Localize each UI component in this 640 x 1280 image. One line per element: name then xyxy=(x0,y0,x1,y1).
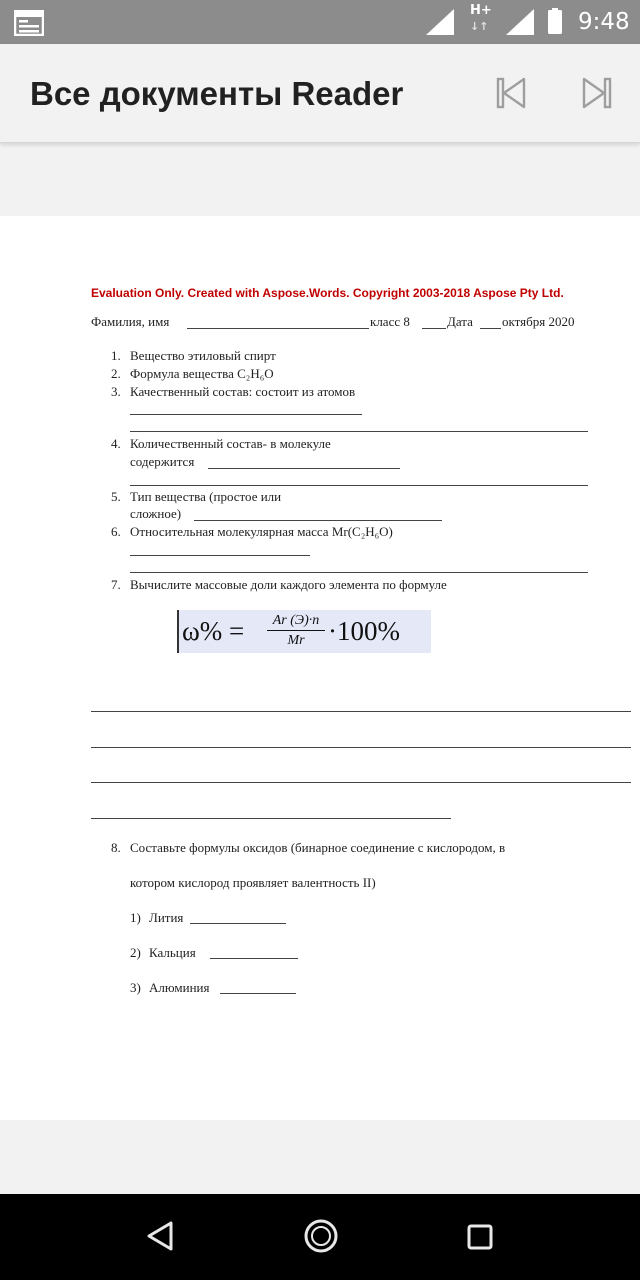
list-item-number: 6. xyxy=(111,524,121,539)
oxide-label: Лития xyxy=(149,910,184,925)
answer-blank xyxy=(91,747,631,748)
formula-fraction xyxy=(267,612,325,649)
answer-blank xyxy=(210,958,298,959)
oxide-label: Кальция xyxy=(149,945,196,960)
answer-blank xyxy=(91,818,451,819)
formula-rhs: ·100% xyxy=(328,616,400,646)
formula-lhs: ω% = xyxy=(182,616,245,646)
list-item: Формула вещества C₂H₆O xyxy=(130,366,274,381)
list-item-number: 8. xyxy=(111,840,121,855)
answer-blank xyxy=(91,782,631,783)
calendar-icon xyxy=(14,10,44,36)
date-label: Дата xyxy=(447,314,473,329)
network-arrows: ↓↑ xyxy=(470,20,489,33)
list-item: Количественный состав- в молекуле xyxy=(130,436,331,451)
answer-blank xyxy=(130,431,588,432)
mass-fraction-formula xyxy=(177,610,431,653)
list-item-number: 5. xyxy=(111,489,121,504)
date-blank xyxy=(480,328,501,329)
name-blank xyxy=(187,328,369,329)
list-item-continued: содержится xyxy=(130,454,195,469)
answer-blank xyxy=(130,414,362,415)
answer-blank xyxy=(130,555,310,556)
document-page[interactable] xyxy=(0,216,640,1120)
answer-blank xyxy=(91,711,631,712)
signal-icon xyxy=(504,8,536,36)
list-item: Вычислите массовые доли каждого элемента по формуле xyxy=(130,577,447,592)
network-type: H+ ↓↑ xyxy=(470,3,492,33)
system-nav-bar xyxy=(0,1194,640,1280)
formula-denominator: Mr xyxy=(287,633,305,648)
oxide-number: 1) xyxy=(130,910,141,925)
class-blank xyxy=(422,328,446,329)
list-item: Тип вещества (простое или xyxy=(130,489,282,504)
list-item-number: 4. xyxy=(111,436,121,451)
answer-blank xyxy=(130,572,588,573)
list-item: Качественный состав: состоит из атомов xyxy=(130,384,356,399)
name-field-label: Фамилия, имя xyxy=(91,314,170,329)
battery-icon xyxy=(548,8,562,34)
page-title: Все документы Reader xyxy=(30,75,404,112)
home-circle-icon[interactable] xyxy=(303,1218,339,1254)
back-triangle-icon[interactable] xyxy=(146,1220,174,1252)
answer-blank xyxy=(208,468,400,469)
evaluation-watermark: Evaluation Only. Created with Aspose.Words. Copyright 2003-2018 Aspose Pty Ltd. xyxy=(91,286,564,300)
formula-numerator: Ar (Э)·n xyxy=(272,613,320,628)
status-bar xyxy=(0,0,640,44)
list-item-continued: сложное) xyxy=(130,506,182,521)
class-label: класс 8 xyxy=(370,314,410,329)
recent-apps-icon[interactable] xyxy=(467,1224,493,1250)
app-bar xyxy=(0,44,640,143)
list-item-number: 3. xyxy=(111,384,121,399)
oxide-number: 2) xyxy=(130,945,141,960)
answer-blank xyxy=(130,485,588,486)
list-item: Вещество этиловый спирт xyxy=(130,348,276,363)
oxide-label: Алюминия xyxy=(149,980,210,995)
answer-blank xyxy=(220,993,296,994)
list-item: Относительная молекулярная масса Mr(C₂H₆O) xyxy=(130,524,393,539)
list-item-continued: котором кислород проявляет валентность II) xyxy=(130,875,376,890)
list-item-number: 2. xyxy=(111,366,121,381)
list-item: Составьте формулы оксидов (бинарное соединение с кислородом, в xyxy=(130,840,506,855)
signal-icon xyxy=(424,8,456,36)
oxide-number: 3) xyxy=(130,980,141,995)
answer-blank xyxy=(194,520,442,521)
list-item-number: 1. xyxy=(111,348,121,363)
clock: 9:48 xyxy=(578,9,630,35)
skip-previous-icon[interactable] xyxy=(494,76,528,110)
skip-next-icon[interactable] xyxy=(580,76,614,110)
page-gap xyxy=(0,1120,640,1194)
answer-blank xyxy=(190,923,286,924)
date-suffix: октября 2020 xyxy=(502,314,575,329)
list-item-number: 7. xyxy=(111,577,121,592)
